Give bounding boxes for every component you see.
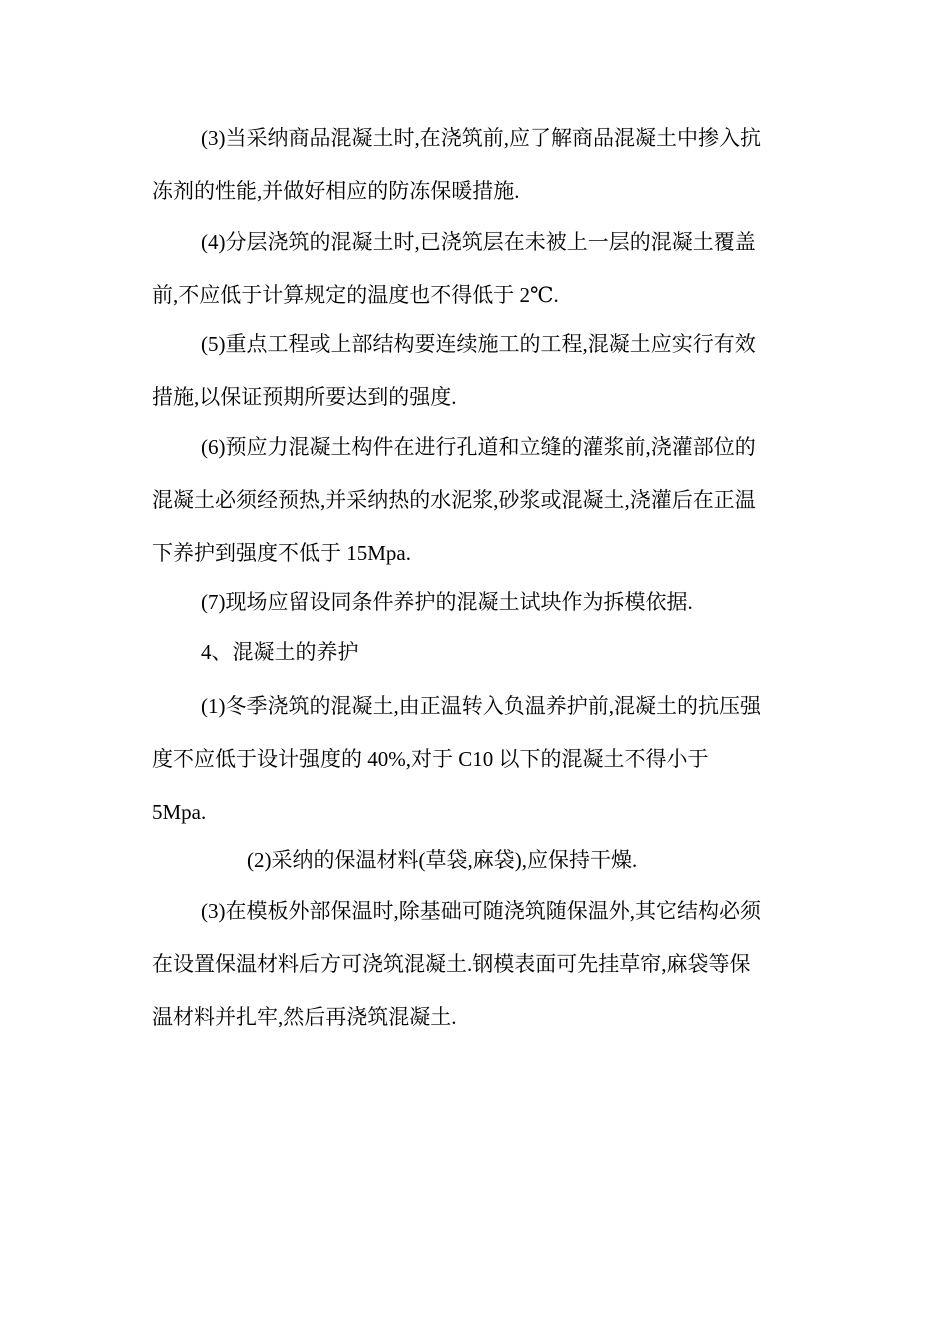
text-line: 4、混凝土的养护 xyxy=(201,640,359,664)
text-line: (4)分层浇筑的混凝土时,已浇筑层在未被上一层的混凝土覆盖 xyxy=(201,230,756,254)
text-line: (2)采纳的保温材料(草袋,麻袋),应保持干燥. xyxy=(247,848,638,872)
text-line: (6)预应力混凝土构件在进行孔道和立缝的灌浆前,浇灌部位的 xyxy=(201,435,756,459)
text-line: (3)当采纳商品混凝土时,在浇筑前,应了解商品混凝土中掺入抗 xyxy=(201,126,761,150)
text-line: 5Mpa. xyxy=(152,800,207,824)
text-line: (5)重点工程或上部结构要连续施工的工程,混凝土应实行有效 xyxy=(201,332,756,356)
text-line: 温材料并扎牢,然后再浇筑混凝土. xyxy=(152,1005,457,1029)
text-line: 冻剂的性能,并做好相应的防冻保暖措施. xyxy=(152,179,520,203)
text-line: 在设置保温材料后方可浇筑混凝土.钢模表面可先挂草帘,麻袋等保 xyxy=(152,952,751,976)
paragraph-3 xyxy=(152,112,802,218)
text-line: 下养护到强度不低于 15Mpa. xyxy=(152,541,411,565)
paragraph-7 xyxy=(152,576,802,629)
text-line: 度不应低于设计强度的 40%,对于 C10 以下的混凝土不得小于 xyxy=(152,747,709,771)
curing-paragraph-3 xyxy=(152,885,802,1044)
text-line: 前,不应低于计算规定的温度也不得低于 2℃. xyxy=(152,283,559,307)
section-heading-curing xyxy=(152,626,802,679)
paragraph-6 xyxy=(152,421,802,580)
paragraph-5 xyxy=(152,318,802,424)
text-line: (1)冬季浇筑的混凝土,由正温转入负温养护前,混凝土的抗压强 xyxy=(201,694,761,718)
text-line: 措施,以保证预期所要达到的强度. xyxy=(152,385,457,409)
curing-paragraph-1 xyxy=(152,680,802,839)
curing-paragraph-2 xyxy=(152,834,802,887)
text-line: 混凝土必须经预热,并采纳热的水泥浆,砂浆或混凝土,浇灌后在正温 xyxy=(152,488,756,512)
paragraph-4 xyxy=(152,216,802,322)
text-line: (3)在模板外部保温时,除基础可随浇筑随保温外,其它结构必须 xyxy=(201,899,761,923)
text-line: (7)现场应留设同条件养护的混凝土试块作为拆模依据. xyxy=(201,590,693,614)
